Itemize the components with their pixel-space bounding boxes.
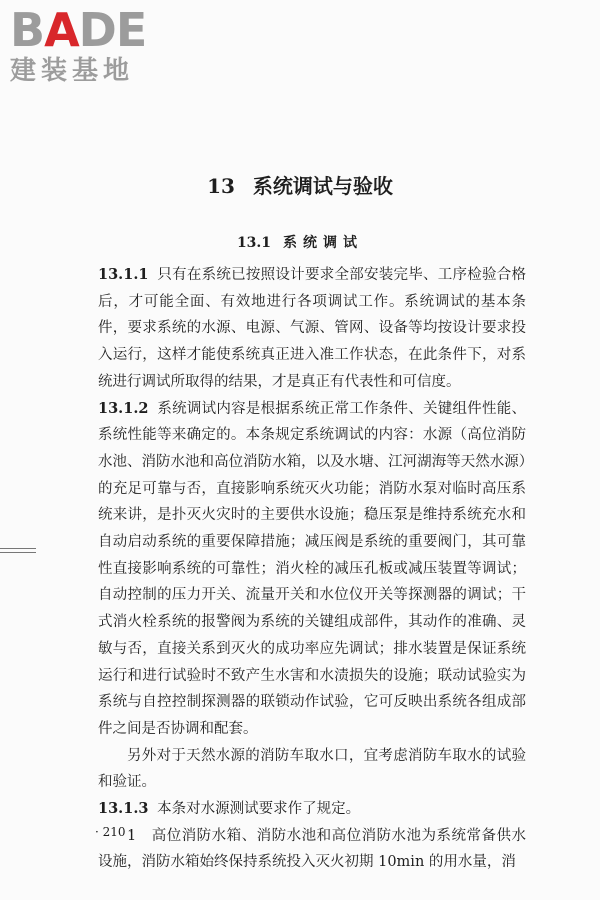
clause-number: 13.1.1 — [98, 266, 149, 283]
chapter-number: 13 — [207, 174, 235, 198]
paragraph-13-1-3 — [98, 796, 526, 823]
section-heading — [0, 232, 600, 252]
clause-number: 13.1.3 — [98, 800, 149, 818]
section-title: 系统调试 — [283, 235, 364, 251]
paragraph-13-1-1 — [98, 262, 526, 396]
logo-wordmark: BADE — [10, 3, 147, 57]
clause-number: 13.1.2 — [98, 399, 149, 417]
chapter-title: 系统调试与验收 — [252, 174, 393, 198]
paragraph-note: 另外对于天然水源的消防车取水口，宜考虑消防车取水的试验和验证。 — [98, 747, 526, 791]
paragraph-text: 只有在系统已按照设计要求全部安装完毕、工序检验合格后，才可能全面、有效地进行各项调试工作。系统调试的基本条件，要求系统的水源、电源、气源、管网、设备等均按设计要求投入运行，这样才能使系统真正进入准工作状态，在此条件下，对系统进行调试所取得的结果，才是真正有代表性和可信度。 — [98, 267, 526, 390]
margin-mark — [0, 548, 36, 556]
logo-chinese-name: 建装基地 — [10, 56, 135, 86]
section-number: 13.1 — [236, 235, 272, 251]
body-text — [98, 262, 526, 876]
chapter-heading — [0, 170, 600, 199]
bade-logo — [10, 3, 147, 86]
paragraph-text: 本条对水源测试要求作了规定。 — [157, 801, 361, 818]
paragraph-item-1: 1 高位消防水箱、消防水池和高位消防水池为系统常备供水设施，消防水箱始终保持系统投入灭火初期 10min 的用水量，消 — [98, 827, 526, 871]
paragraph-text: 系统调试内容是根据系统正常工作条件、关键组件性能、系统性能等来确定的。本条规定系统调试的内容：水源（高位消防水池、消防水池和高位消防水箱，以及水塘、江河湖海等天然水源）的充足可靠与否，直接影响系统灭火功能；消防水泵对临时高压系统来讲，是扑灭火灾时的主要供水设施；稳压泵是维持系统充水和自动启动系统的重要保障措施；减压阀是系统的重要阀门，其可靠性直接影响系统的可靠性；消火栓的减压孔板或减压装置等调试；自动控制的压力开关、流量开关和水位仪开关等探测器的调试；干式消火栓系统的报警阀为系统的关键组成部件，其动作的准确、灵敏与否，直接关系到灭火的成功率应先调试；排水装置是保证系统运行和进行试验时不致产生水害和水渍损失的设施；联动试验实为系统与自控控制探测器的联锁动作试验，它可反映出系统各组成部件之间是否协调和配套。 — [98, 400, 526, 737]
paragraph-13-1-2 — [98, 396, 526, 743]
page-number: · 210 · — [95, 825, 134, 839]
